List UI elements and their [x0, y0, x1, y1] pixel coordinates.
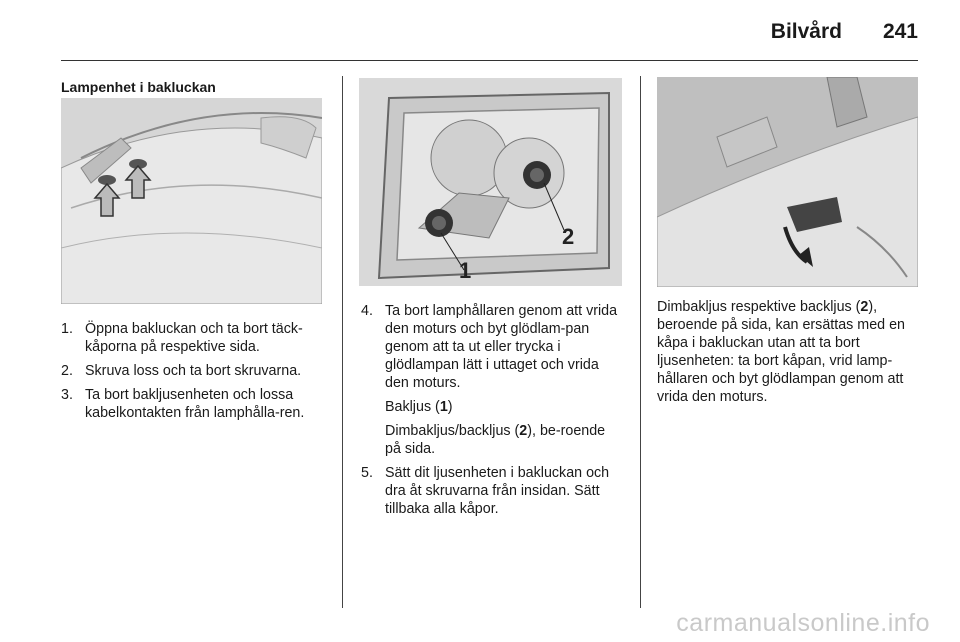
section-title: Bilvård	[770, 20, 842, 43]
cover-replacement-paragraph: Dimbakljus respektive backljus (2), beroende på sida, kan ersättas med en kåpa i bakluckan utan att ta bort ljusenheten: ta bort kåpan, vrid lamp-hållaren och byt glödlampan genom att vrida den moturs.	[657, 299, 905, 405]
lamp-holders-illustration	[359, 78, 622, 286]
step-number: 5.	[361, 465, 373, 481]
step-note-fog-reverse: Dimbakljus/backljus (2), be-roende på sida.	[385, 423, 606, 457]
figure-tailgate-covers	[61, 98, 322, 304]
steps-list-2	[361, 302, 623, 524]
page-header	[0, 0, 960, 60]
step-item	[361, 302, 623, 458]
step-text: Öppna bakluckan och ta bort täck-kåporna på respektive sida.	[85, 321, 303, 355]
steps-list-1	[61, 320, 331, 428]
watermark: carmanualsonline.info	[676, 609, 930, 637]
step-number: 2.	[61, 363, 73, 379]
step-item	[361, 464, 623, 518]
tailgate-covers-illustration	[61, 98, 322, 304]
step-text: Sätt dit ljusenheten i bakluckan och dra åt skruvarna från insidan. Sätt tillbaka alla kåpor.	[385, 465, 610, 517]
page-number: 241	[882, 20, 918, 43]
step-item	[61, 386, 331, 422]
step-number: 3.	[61, 387, 73, 403]
column-divider-left	[342, 76, 343, 608]
header-rule	[61, 60, 918, 61]
step-text: Ta bort lamphållaren genom att vrida den moturs och byt glödlam-pan genom att ta ut eller trycka i glödlampan lätt i uttaget och vrida den moturs.	[385, 303, 618, 391]
step-item	[61, 320, 331, 356]
step-note-taillight: Bakljus (1)	[385, 399, 453, 415]
step-text: Skruva loss och ta bort skruvarna.	[85, 363, 302, 379]
step-number: 1.	[61, 321, 73, 337]
figure-label-1: 1	[459, 258, 472, 283]
step-number: 4.	[361, 303, 373, 319]
column-divider-right	[640, 76, 641, 608]
figure-label-2: 2	[562, 224, 575, 249]
step-item	[61, 362, 331, 380]
section-heading: Lampenhet i bakluckan	[61, 79, 216, 95]
tailgate-cover-removal-illustration	[657, 77, 918, 287]
step-text: Ta bort bakljusenheten och lossa kabelkontakten från lamphålla-ren.	[85, 387, 305, 421]
figure-tailgate-cover-removal	[657, 77, 918, 287]
figure-lamp-holders	[359, 78, 622, 286]
